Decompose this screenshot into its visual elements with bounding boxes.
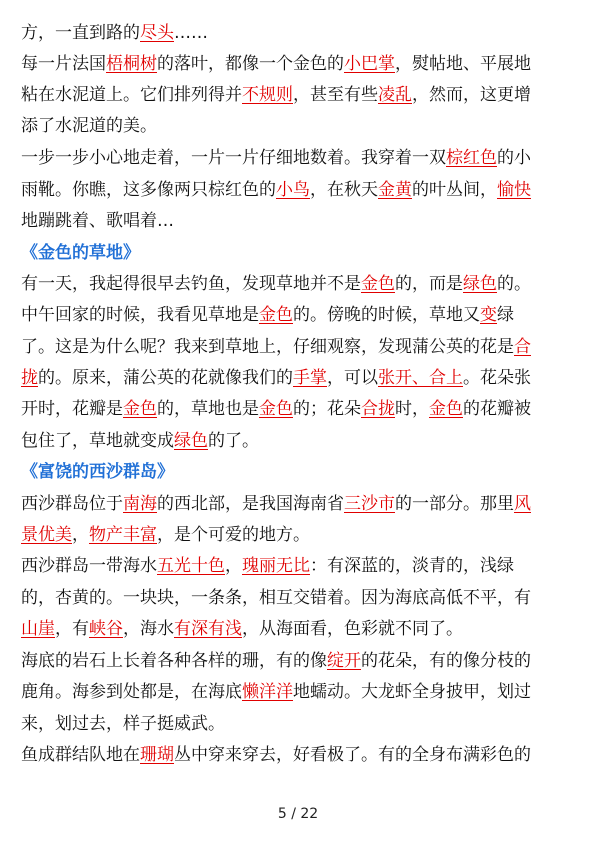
- text-segment: 的花瓣被: [463, 399, 531, 419]
- text-segment: 的花朵，有的像分枝的: [361, 651, 531, 671]
- text-segment: 海底的岩石上长着各种各样的珊，有的像: [21, 651, 327, 671]
- page-number: [0, 806, 596, 822]
- text-segment: 的。原来，蒲公英的花就像我们的: [38, 368, 293, 388]
- total-pages: 22: [300, 806, 319, 822]
- page-separator: /: [291, 806, 296, 822]
- text-segment: 包住了，草地就变成: [21, 431, 174, 451]
- text-segment: 来，划过去，样子挺威武。: [21, 714, 225, 734]
- highlighted-word: 绽开: [327, 651, 361, 671]
- highlighted-word: 合拢: [361, 399, 395, 419]
- highlighted-word: 棕红色: [446, 148, 497, 168]
- text-line: [21, 709, 225, 739]
- text-segment: 地蹦跳着、歌唱着…: [21, 211, 174, 231]
- text-line: [21, 143, 531, 173]
- highlighted-word: 尽头: [140, 23, 174, 43]
- highlighted-word: 金色: [259, 305, 293, 325]
- text-segment: 的了。: [208, 431, 259, 451]
- text-segment: 的落叶，都像一个金色的: [157, 54, 344, 74]
- text-line: [21, 18, 208, 48]
- text-segment: 粘在水泥道上。它们排列得并: [21, 85, 242, 105]
- text-segment: 西沙群岛一带海水: [21, 556, 157, 576]
- text-segment: ，可以: [327, 368, 378, 388]
- highlighted-word: 金色: [429, 399, 463, 419]
- highlighted-word: 金黄: [378, 180, 412, 200]
- text-line: [21, 80, 531, 110]
- highlighted-word: 凌乱: [378, 85, 412, 105]
- highlighted-word: 懒洋洋: [242, 682, 293, 702]
- text-segment: 时，: [395, 399, 429, 419]
- section-title: 《富饶的西沙群岛》: [21, 462, 174, 482]
- text-segment: 绿: [497, 305, 514, 325]
- text-segment: 中午回家的时候，我看见草地是: [21, 305, 259, 325]
- text-line: [21, 677, 531, 707]
- highlighted-word: 南海: [123, 494, 157, 514]
- text-line: [21, 394, 531, 424]
- text-segment: 每一片法国: [21, 54, 106, 74]
- highlighted-word: 拢: [21, 368, 38, 388]
- text-line: [21, 646, 531, 676]
- section-title: 《金色的草地》: [21, 243, 140, 263]
- text-line: [21, 740, 531, 770]
- highlighted-word: 金色: [123, 399, 157, 419]
- text-line: [21, 363, 531, 393]
- text-segment: ，熨帖地、平展地: [395, 54, 531, 74]
- text-segment: ，是个可爱的地方。: [157, 525, 310, 545]
- text-segment: 开时，花瓣是: [21, 399, 123, 419]
- text-segment: 的。傍晚的时候，草地又: [293, 305, 480, 325]
- text-line: [21, 300, 514, 330]
- highlighted-word: 绿色: [174, 431, 208, 451]
- highlighted-word: 不规则: [242, 85, 293, 105]
- highlighted-word: 有深有浅: [174, 619, 242, 639]
- text-segment: 的，杏黄的。一块块，一条条，相互交错着。因为海底高低不平，有: [21, 588, 531, 608]
- text-segment: 的叶丛间，: [412, 180, 497, 200]
- text-segment: 的一部分。那里: [395, 494, 514, 514]
- text-segment: 的；花朵: [293, 399, 361, 419]
- text-segment: 鱼成群结队地在: [21, 745, 140, 765]
- text-segment: ：有深蓝的，淡青的，浅绿: [310, 556, 514, 576]
- text-line: [21, 489, 531, 519]
- highlighted-word: 物产丰富: [89, 525, 157, 545]
- text-line: [21, 238, 140, 268]
- highlighted-word: 绿色: [463, 274, 497, 294]
- text-line: [21, 269, 531, 299]
- text-segment: 雨靴。你瞧，这多像两只棕红色的: [21, 180, 276, 200]
- text-segment: 鹿角。海参到处都是，在海底: [21, 682, 242, 702]
- current-page: 5: [277, 806, 287, 822]
- text-line: [21, 551, 514, 581]
- highlighted-word: 金色: [361, 274, 395, 294]
- text-segment: 的，草地也是: [157, 399, 259, 419]
- highlighted-word: 梧桐树: [106, 54, 157, 74]
- text-line: [21, 206, 174, 236]
- text-segment: 的。: [497, 274, 531, 294]
- text-segment: 的西北部，是我国海南省: [157, 494, 344, 514]
- text-segment: 西沙群岛位于: [21, 494, 123, 514]
- text-segment: 丛中穿来穿去，好看极了。有的全身布满彩色的: [174, 745, 531, 765]
- text-line: [21, 520, 310, 550]
- text-segment: ，: [225, 556, 242, 576]
- highlighted-word: 三沙市: [344, 494, 395, 514]
- text-segment: ……: [174, 23, 208, 43]
- highlighted-word: 小鸟: [276, 180, 310, 200]
- text-segment: ，甚至有些: [293, 85, 378, 105]
- highlighted-word: 峡谷: [89, 619, 123, 639]
- text-segment: ，在秋天: [310, 180, 378, 200]
- text-line: [21, 614, 463, 644]
- text-segment: 一步一步小心地走着，一片一片仔细地数着。我穿着一双: [21, 148, 446, 168]
- text-segment: 的小: [497, 148, 531, 168]
- highlighted-word: 愉快: [497, 180, 531, 200]
- text-segment: ，: [72, 525, 89, 545]
- text-segment: 的，而是: [395, 274, 463, 294]
- text-segment: 了。这是为什么呢？我来到草地上，仔细观察，发现蒲公英的花是: [21, 337, 514, 357]
- highlighted-word: 合: [514, 337, 531, 357]
- highlighted-word: 山崖: [21, 619, 55, 639]
- highlighted-word: 瑰丽无比: [242, 556, 310, 576]
- text-segment: 添了水泥道的美。: [21, 116, 157, 136]
- highlighted-word: 五光十色: [157, 556, 225, 576]
- highlighted-word: 珊瑚: [140, 745, 174, 765]
- text-line: [21, 175, 531, 205]
- highlighted-word: 变: [480, 305, 497, 325]
- highlighted-word: 手掌: [293, 368, 327, 388]
- highlighted-word: 金色: [259, 399, 293, 419]
- text-segment: ，海水: [123, 619, 174, 639]
- text-segment: ，有: [55, 619, 89, 639]
- text-line: [21, 426, 259, 456]
- text-segment: ，从海面看，色彩就不同了。: [242, 619, 463, 639]
- text-line: [21, 583, 531, 613]
- text-line: [21, 49, 531, 79]
- highlighted-word: 张开、合上: [378, 368, 463, 388]
- text-segment: 方，一直到路的: [21, 23, 140, 43]
- text-line: [21, 457, 174, 487]
- text-segment: ，然而，这更增: [412, 85, 531, 105]
- highlighted-word: 风: [514, 494, 531, 514]
- text-line: [21, 111, 157, 141]
- text-segment: 地蠕动。大龙虾全身披甲，划过: [293, 682, 531, 702]
- highlighted-word: 景优美: [21, 525, 72, 545]
- text-line: [21, 332, 531, 362]
- text-segment: 。花朵张: [463, 368, 531, 388]
- highlighted-word: 小巴掌: [344, 54, 395, 74]
- text-segment: 有一天，我起得很早去钓鱼，发现草地并不是: [21, 274, 361, 294]
